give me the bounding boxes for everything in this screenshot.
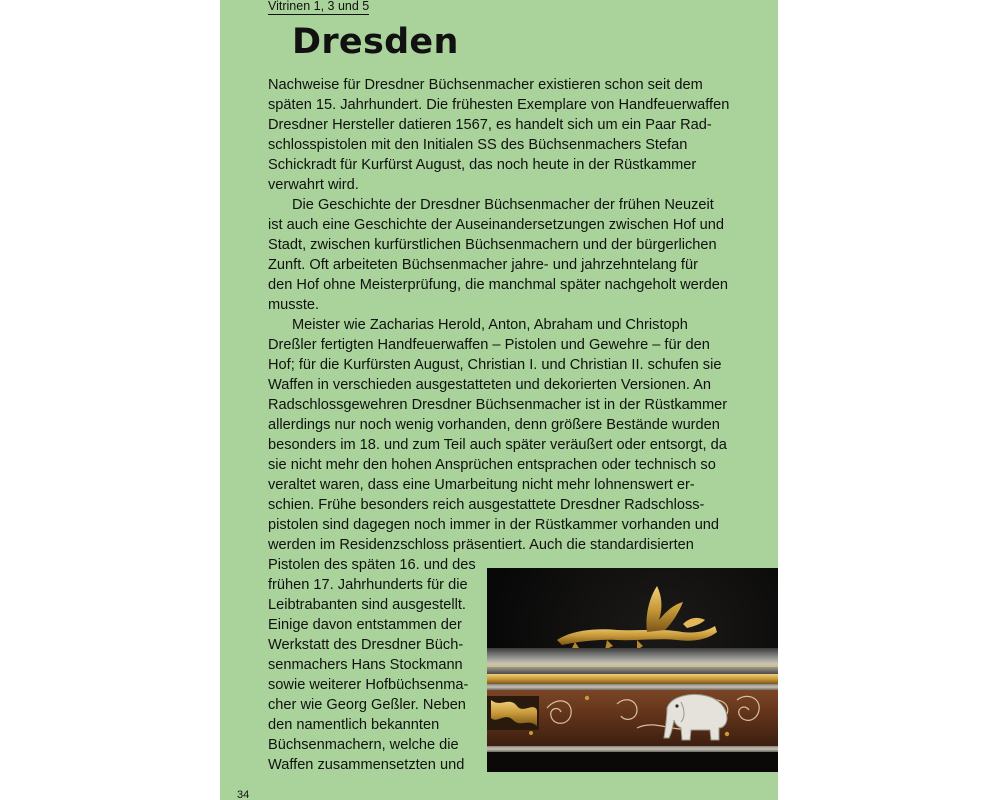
text-line: musste. [268, 297, 320, 313]
text-line: Dresdner Hersteller datieren 1567, es handelt sich um ein Paar Rad- [268, 117, 712, 133]
barrel [487, 648, 778, 674]
paragraph-2 [268, 195, 728, 315]
text-line: Werkstatt des Dresdner Büch- [268, 637, 464, 653]
text-line: Schickradt für Kurfürst August, das noch heute in der Rüstkammer [268, 157, 697, 173]
gilt-band [487, 674, 778, 684]
text-line: Hof; für die Kurfürsten August, Christian I. und Christian II. schufen sie [268, 357, 722, 373]
text-line: pistolen sind dagegen noch immer in der Rüstkammer vorhanden und [268, 517, 720, 533]
text-line: Radschlossgewehren Dresdner Büchsenmacher ist in der Rüstkammer [268, 397, 728, 413]
text-line: cher wie Georg Geßler. Neben [268, 697, 466, 713]
firearm-detail-illustration [487, 568, 778, 772]
paragraph-1 [268, 75, 728, 195]
text-line: sie nicht mehr den hohen Ansprüchen entsprachen oder technisch so [268, 457, 716, 473]
text-line: ist auch eine Geschichte der Auseinandersetzungen zwischen Hof und [268, 217, 724, 233]
text-line: den Hof ohne Meisterprüfung, die manchmal später nachgeholt werden [268, 277, 728, 293]
text-line: Zunft. Oft arbeiteten Büchsenmacher jahre- und jahrzehntelang für [268, 257, 698, 273]
text-line: schlosspistolen mit den Initialen SS des Büchsenmachers Stefan [268, 137, 688, 153]
text-line: Waffen zusammensetzten und [268, 757, 465, 773]
text-line: allerdings nur noch wenig vorhanden, denn größere Bestände wurden [268, 417, 720, 433]
text-line: werden im Residenzschloss präsentiert. Auch die standardisierten [268, 537, 694, 553]
dragon-ornament [557, 586, 717, 650]
page-title: Dresden [292, 22, 459, 62]
page [220, 0, 778, 800]
text-line: Büchsenmachern, welche die [268, 737, 459, 753]
text-line: senmachers Hans Stockmann [268, 657, 463, 673]
text-line: sowie weiterer Hofbüchsenma- [268, 677, 469, 693]
firearm-detail-photo [487, 568, 778, 772]
text-line: verwahrt wird. [268, 177, 359, 193]
text-line: Dreßler fertigten Handfeuerwaffen – Pistolen und Gewehre – für den [268, 337, 710, 353]
text-line: Pistolen des späten 16. und des [268, 557, 476, 573]
text-line: Nachweise für Dresdner Büchsenmacher existieren schon seit dem [268, 77, 703, 93]
text-line: Meister wie Zacharias Herold, Anton, Abraham und Christoph [292, 317, 688, 333]
text-line: frühen 17. Jahrhunderts für die [268, 577, 468, 593]
text-line: veraltet waren, dass eine Umarbeitung nicht mehr lohnenswert er- [268, 477, 695, 493]
text-line: Einige davon entstammen der [268, 617, 462, 633]
text-line: besonders im 18. und zum Teil auch später veräußert oder entsorgt, da [268, 437, 727, 453]
text-line: späten 15. Jahrhundert. Die frühesten Exemplare von Handfeuerwaffen [268, 97, 730, 113]
text-line: Leibtrabanten sind ausgestellt. [268, 597, 466, 613]
text-line: Die Geschichte der Dresdner Büchsenmacher der frühen Neuzeit [292, 197, 714, 213]
text-line: Waffen in verschieden ausgestatteten und dekorierten Versionen. An [268, 377, 711, 393]
gilt-openwork-panel [487, 696, 539, 730]
section-label: Vitrinen 1, 3 und 5 [268, 0, 370, 13]
page-number: 34 [237, 789, 250, 800]
text-line: den namentlich bekannten [268, 717, 440, 733]
text-line: Stadt, zwischen kurfürstlichen Büchsenmachern und der bürgerlichen [268, 237, 717, 253]
text-line: schien. Frühe besonders reich ausgestattete Dresdner Radschloss- [268, 497, 705, 513]
